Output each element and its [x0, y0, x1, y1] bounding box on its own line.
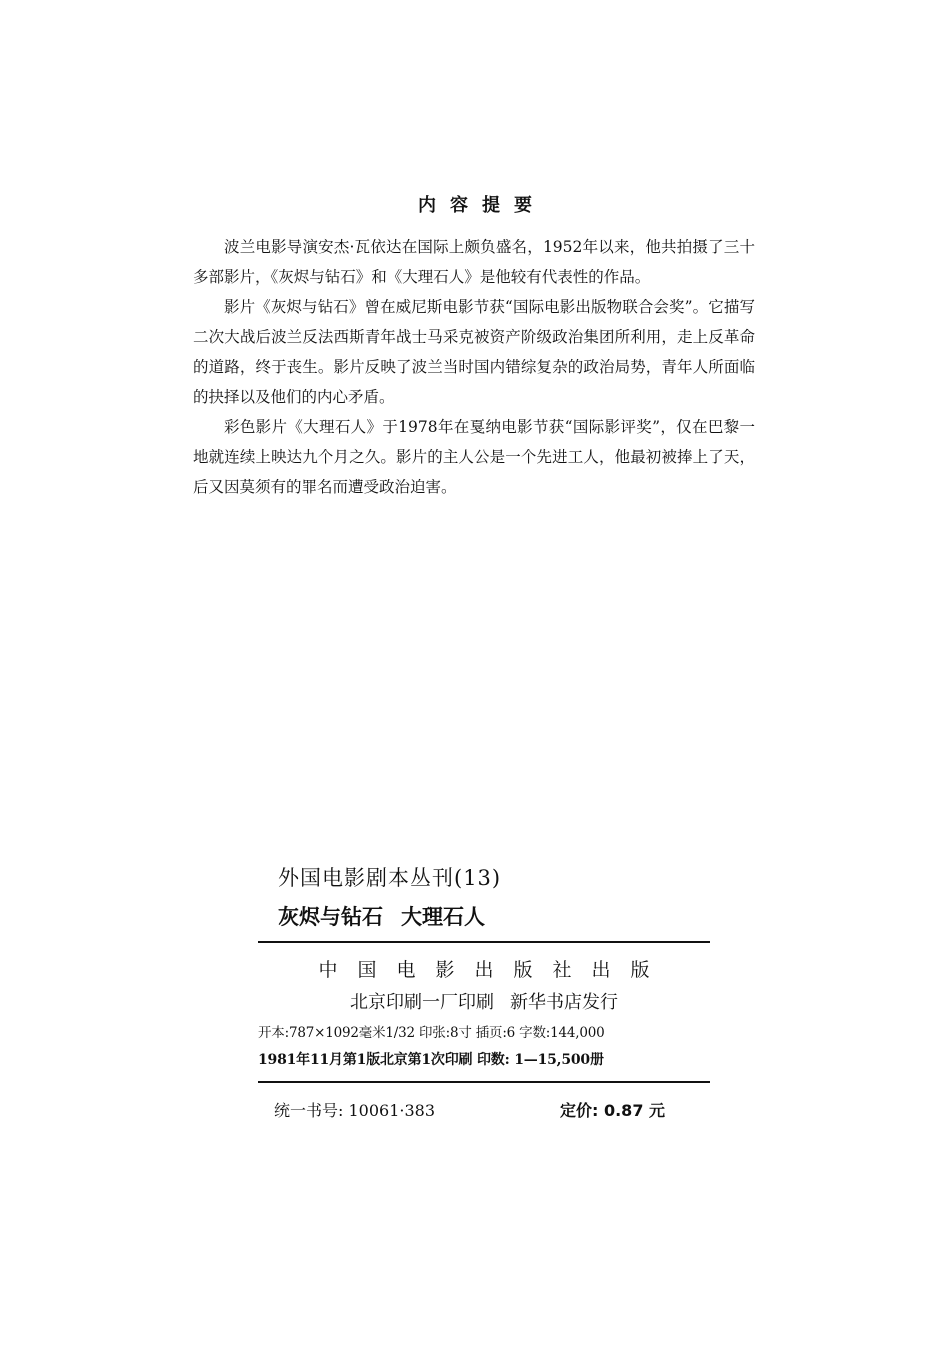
summary-title: 内容提要	[418, 195, 546, 216]
summary-body	[193, 232, 755, 502]
printer-line	[258, 988, 710, 1014]
colophon-rule-top	[258, 941, 710, 943]
book-number: 统一书号: 10061·383	[274, 1101, 436, 1120]
distributor: 新华书店发行	[510, 992, 618, 1013]
summary-paragraph-3: 彩色影片《大理石人》于1978年在戛纳电影节获“国际影评奖”，仅在巴黎一地就连续上映达九个月之久。影片的主人公是一个先进工人，他最初被捧上了天，后又因莫须有的罪名而遭受政治迫害。	[193, 418, 755, 496]
format-spec: 开本:787×1092毫米1/32 印张:8寸 插页:6 字数:144,000	[258, 1025, 605, 1041]
summary-paragraph-1: 波兰电影导演安杰·瓦依达在国际上颇负盛名，1952年以来，他共拍摄了三十多部影片，《灰烬与钻石》和《大理石人》是他较有代表性的作品。	[193, 238, 755, 286]
price: 定价: 0.87 元	[560, 1101, 666, 1120]
printer: 北京印刷一厂印刷	[350, 992, 494, 1013]
summary-paragraph-2: 影片《灰烬与钻石》曾在威尼斯电影节获“国际电影出版物联合会奖”。它描写二次大战后波兰反法西斯青年战士马采克被资产阶级政治集团所利用，走上反革命的道路，终于丧生。影片反映了波兰当时国内错综复杂的政治局势，青年人所面临的抉择以及他们的内心矛盾。	[193, 298, 755, 406]
series-title: 外国电影剧本丛刊(13)	[278, 866, 502, 890]
book-title-2: 大理石人	[401, 905, 485, 929]
publisher: 中国电影出版社出版	[318, 959, 670, 981]
colophon-rule-bottom	[258, 1081, 710, 1083]
book-title-1: 灰烬与钻石	[278, 905, 383, 929]
book-titles	[278, 901, 485, 931]
edition-info: 1981年11月第1版北京第1次印刷 印数: 1—15,500册	[258, 1052, 604, 1068]
